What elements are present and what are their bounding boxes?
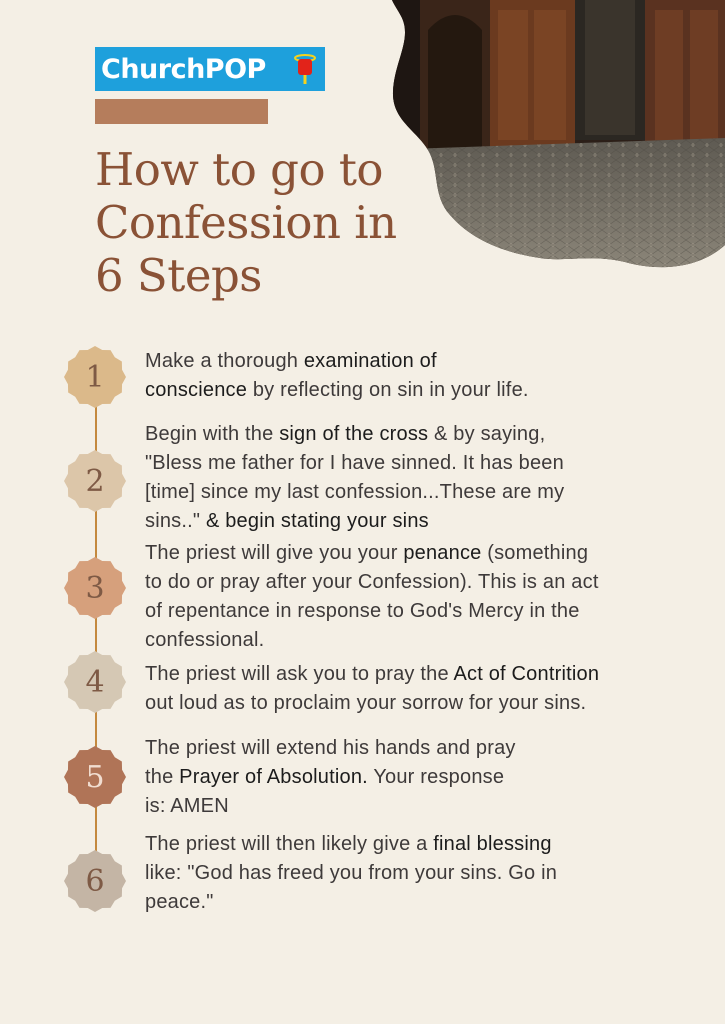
step-text-line xyxy=(145,888,690,917)
plain-text: "Bless me father for I have sinned. It has been xyxy=(145,452,564,474)
step-text xyxy=(145,734,690,821)
step-number: 6 xyxy=(85,863,105,899)
title-line-3: 6 Steps xyxy=(95,249,262,302)
plain-text: like: "God has freed you from your sins. Go in xyxy=(145,862,558,884)
popsicle-halo-icon xyxy=(293,53,317,85)
plain-text: & by saying, xyxy=(428,423,546,445)
emphasized-text: final blessing xyxy=(433,833,552,855)
title-line-2: Confession in xyxy=(95,196,397,249)
step-text-line xyxy=(145,792,690,821)
plain-text: is: AMEN xyxy=(145,795,229,817)
step-text-line xyxy=(145,376,690,405)
plain-text: The priest will ask you to pray the xyxy=(145,663,454,685)
step-number: 4 xyxy=(85,664,105,700)
plain-text: confessional. xyxy=(145,629,265,651)
plain-text: Make a thorough xyxy=(145,350,304,372)
step-number-badge xyxy=(63,849,127,913)
step-number-badge xyxy=(63,449,127,513)
logo-text: ChurchPOP xyxy=(101,53,266,85)
step-number: 3 xyxy=(85,570,105,606)
churchpop-logo xyxy=(95,47,325,91)
emphasized-text: Act of Contrition xyxy=(453,663,600,685)
step-text-line xyxy=(145,568,690,597)
emphasized-text: conscience xyxy=(145,379,248,401)
plain-text: the xyxy=(145,766,180,788)
step-text-line xyxy=(145,507,690,536)
plain-text: to do or pray after your Confession). This is an act xyxy=(145,571,599,593)
emphasized-text: & begin stating your sins xyxy=(205,510,429,532)
step-number-badge xyxy=(63,345,127,409)
emphasized-text: sign of the cross xyxy=(279,423,429,445)
emphasized-text: penance xyxy=(403,542,482,564)
step-number-badge xyxy=(63,745,127,809)
emphasized-text: examination of xyxy=(303,350,437,372)
plain-text: of repentance in response to God's Mercy in the xyxy=(145,600,580,622)
plain-text: sins.." xyxy=(145,510,206,532)
plain-text: (something xyxy=(481,542,589,564)
plain-text: Your response xyxy=(367,766,505,788)
step-text-line xyxy=(145,763,690,792)
plain-text: Begin with the xyxy=(145,423,280,445)
step-number-badge xyxy=(63,556,127,620)
title-line-1: How to go to xyxy=(95,143,384,196)
plain-text: [time] since my last confession...These are my xyxy=(145,481,565,503)
step-text-line xyxy=(145,478,690,507)
step-text-line xyxy=(145,539,690,568)
step-text xyxy=(145,539,690,655)
step-text xyxy=(145,347,690,405)
step-number: 1 xyxy=(85,359,105,395)
plain-text: The priest will extend his hands and pray xyxy=(145,737,516,759)
step-text xyxy=(145,420,690,536)
step-text-line xyxy=(145,449,690,478)
step-text-line xyxy=(145,830,690,859)
step-text-line xyxy=(145,734,690,763)
step-text-line xyxy=(145,660,690,689)
step-number-badge xyxy=(63,650,127,714)
step-text xyxy=(145,660,690,718)
plain-text: peace." xyxy=(145,891,214,913)
step-text-line xyxy=(145,347,690,376)
step-text xyxy=(145,830,690,917)
step-text-line xyxy=(145,597,690,626)
step-text-line xyxy=(145,689,690,718)
plain-text: The priest will then likely give a xyxy=(145,833,434,855)
plain-text: by reflecting on sin in your life. xyxy=(247,379,529,401)
plain-text: out loud as to proclaim your sorrow for your sins. xyxy=(145,692,587,714)
emphasized-text: Prayer of Absolution. xyxy=(179,766,368,788)
step-text-line xyxy=(145,420,690,449)
step-number: 2 xyxy=(85,463,105,499)
page-title xyxy=(95,143,435,302)
step-number: 5 xyxy=(85,759,105,795)
step-text-line xyxy=(145,859,690,888)
plain-text: The priest will give you your xyxy=(145,542,404,564)
accent-bar xyxy=(95,99,268,124)
step-text-line xyxy=(145,626,690,655)
